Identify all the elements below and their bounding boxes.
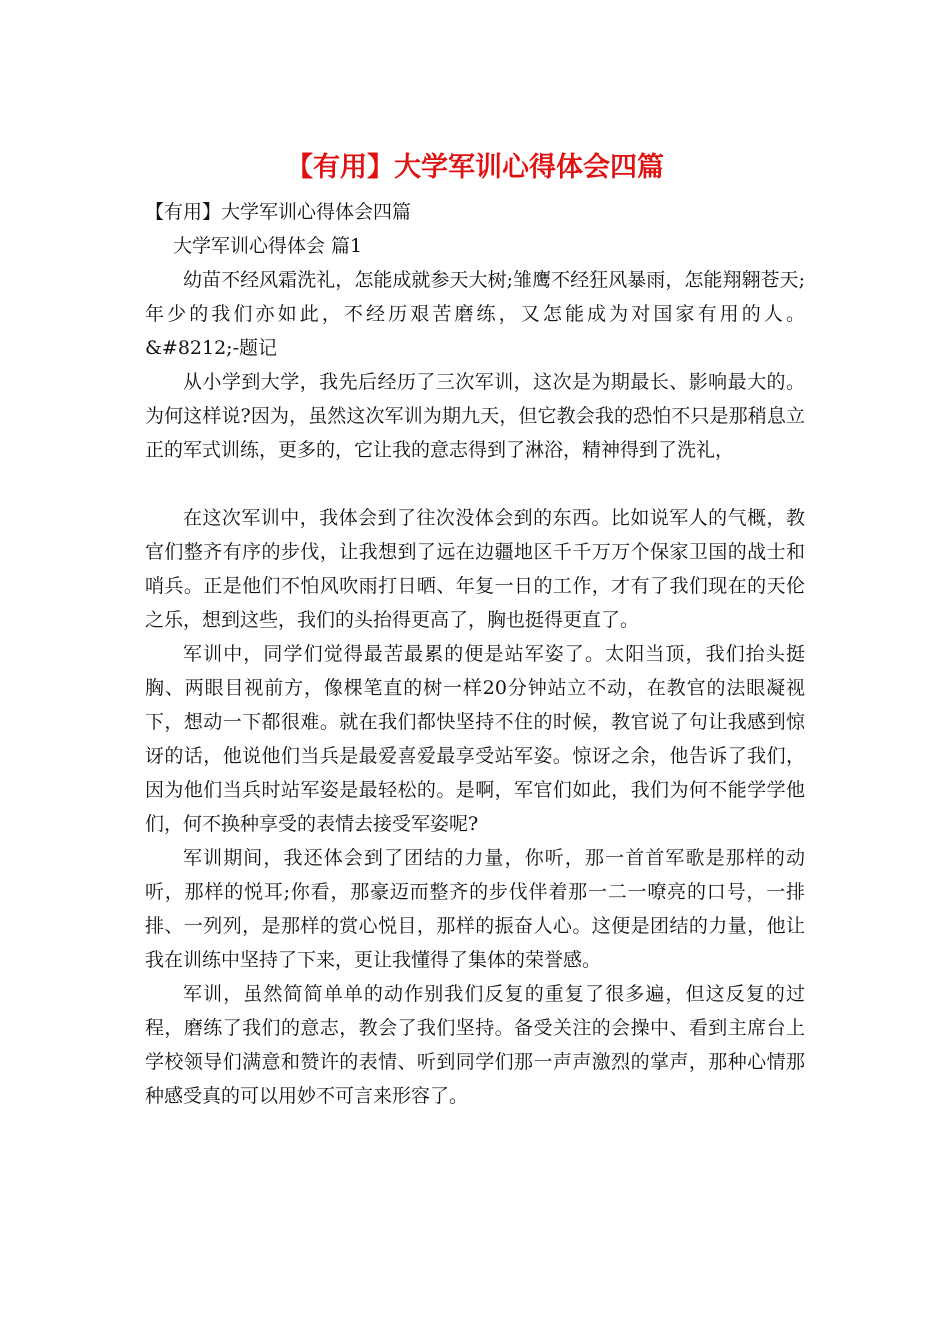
paragraph-1: 幼苗不经风霜洗礼，怎能成就参天大树;雏鹰不经狂风暴雨，怎能翔翱苍天;年少的我们亦如此，不经历艰苦磨练，又怎能成为对国家有用的人。&#8212;-题记 bbox=[145, 269, 805, 359]
paragraph-spacer bbox=[145, 467, 805, 501]
paragraph-6: 军训，虽然简简单单的动作别我们反复的重复了很多遍，但这反复的过程，磨练了我们的意志，教会了我们坚持。备受关注的会操中、看到主席台上学校领导们满意和赞许的表情、听到同学们那一声声激烈的掌声，那种心情那种感受真的可以用妙不可言来形容了。 bbox=[145, 983, 805, 1107]
document-body bbox=[145, 195, 805, 1113]
paragraph-5: 军训期间，我还体会到了团结的力量，你听，那一首首军歌是那样的动听，那样的悦耳;你看，那豪迈而整齐的步伐伴着那一二一嘹亮的口号，一排排、一列列，是那样的赏心悦目，那样的振奋人心。这便是团结的力量，他让我在训练中坚持了下来，更让我懂得了集体的荣誉感。 bbox=[145, 847, 805, 971]
document-subtitle: 【有用】大学军训心得体会四篇 bbox=[145, 201, 412, 223]
paragraph-2: 从小学到大学，我先后经历了三次军训，这次是为期最长、影响最大的。为何这样说?因为，虽然这次军训为期九天，但它教会我的恐怕不只是那稍息立正的军式训练，更多的，它让我的意志得到了淋浴，精神得到了洗礼， bbox=[145, 371, 805, 461]
paragraph-3: 在这次军训中，我体会到了往次没体会到的东西。比如说军人的气概，教官们整齐有序的步伐，让我想到了远在边疆地区千千万万个保家卫国的战士和哨兵。正是他们不怕风吹雨打日晒、年复一日的工作，才有了我们现在的天伦之乐，想到这些，我们的头抬得更高了，胸也挺得更直了。 bbox=[145, 507, 805, 631]
document-title: 【有用】大学军训心得体会四篇 bbox=[286, 152, 664, 183]
paragraph-4: 军训中，同学们觉得最苦最累的便是站军姿了。太阳当顶，我们抬头挺胸、两眼目视前方，像棵笔直的树一样20分钟站立不动，在教官的法眼凝视下，想动一下都很难。就在我们都快坚持不住的时候，教官说了句让我感到惊讶的话，他说他们当兵是最爱喜爱最享受站军姿。惊讶之余，他告诉了我们，因为他们当兵时站军姿是最轻松的。是啊，军官们如此，我们为何不能学学他们，何不换种享受的表情去接受军姿呢? bbox=[145, 643, 805, 835]
section-heading: 大学军训心得体会 篇1 bbox=[173, 235, 363, 257]
